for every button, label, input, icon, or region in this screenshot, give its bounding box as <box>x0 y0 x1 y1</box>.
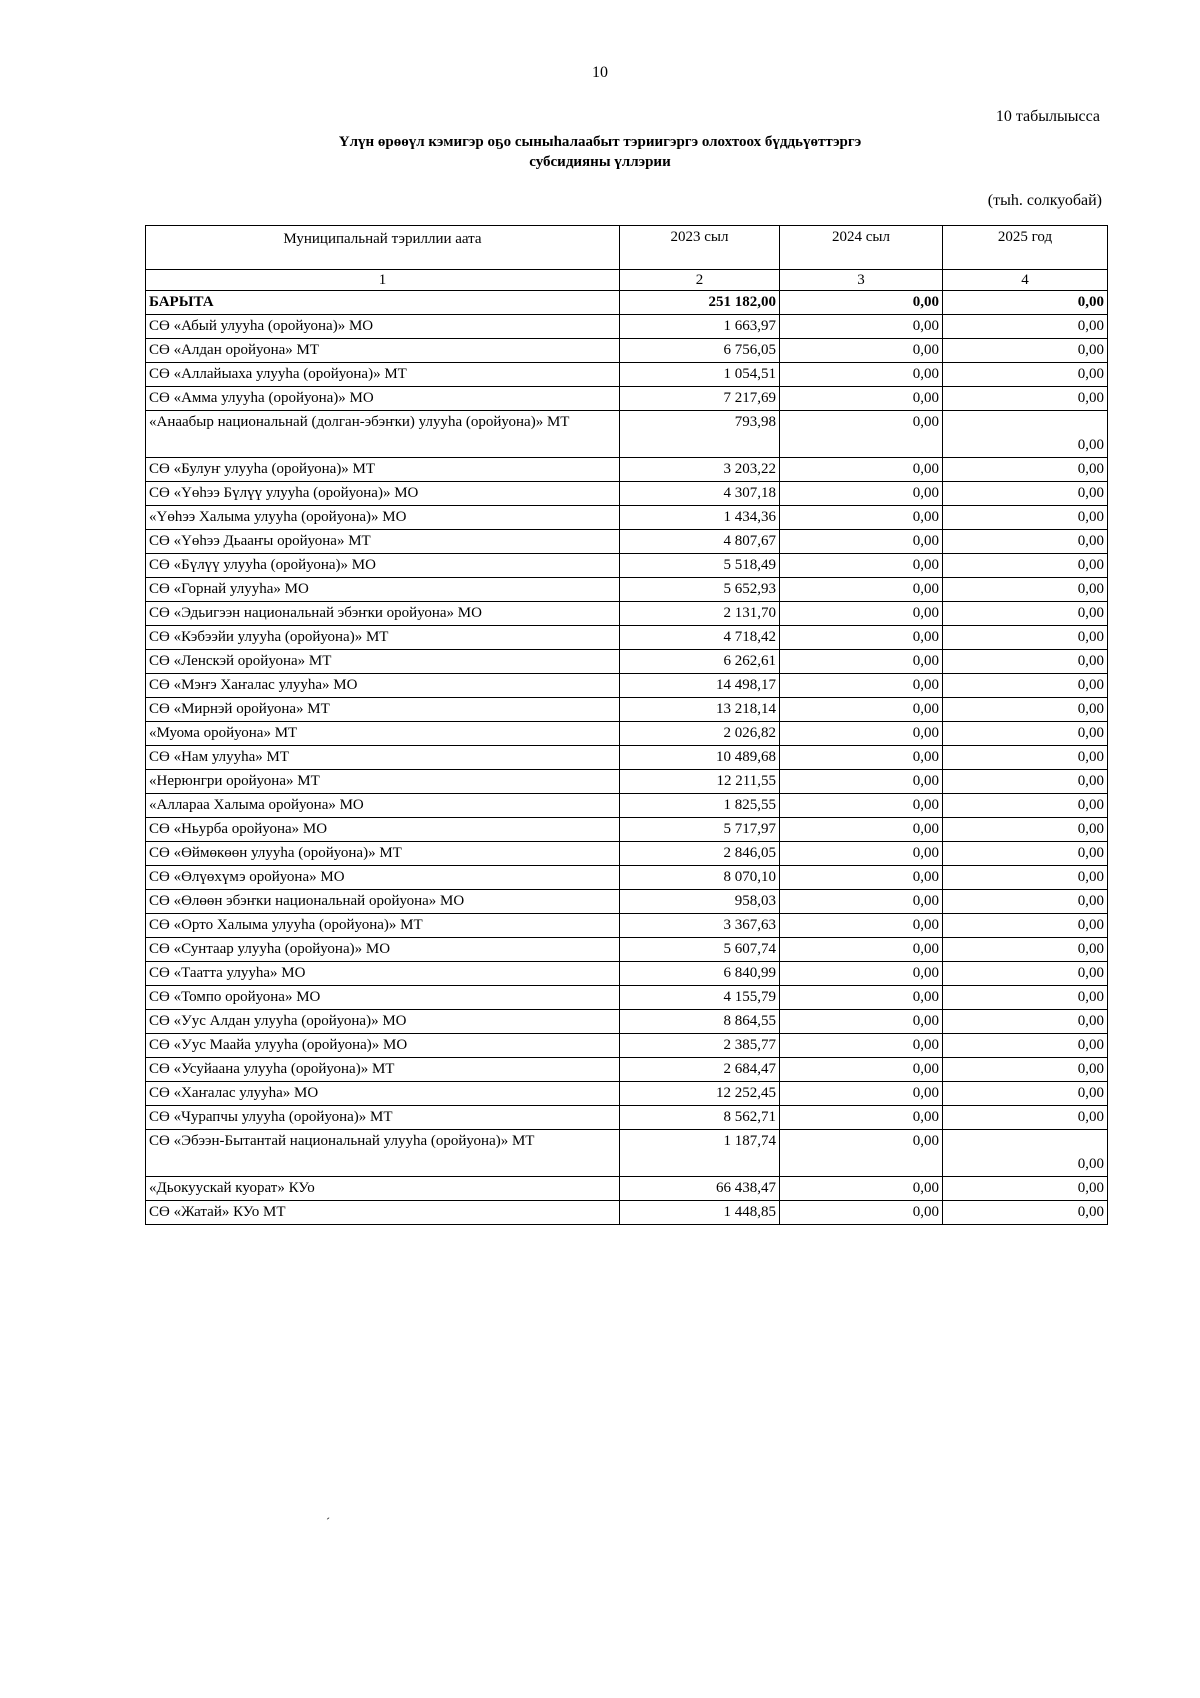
municipality-name: «Аллараа Халыма оройуона» МО <box>146 794 620 818</box>
column-number-row <box>146 270 1108 291</box>
value-2023: 6 756,05 <box>620 339 780 363</box>
value-2025: 0,00 <box>943 674 1108 698</box>
municipality-name: СӨ «Ленскэй оройуона» МТ <box>146 650 620 674</box>
value-2025: 0,00 <box>943 866 1108 890</box>
value-2024: 0,00 <box>780 866 943 890</box>
municipality-name: СӨ «Ньурба оройуона» МО <box>146 818 620 842</box>
value-2023: 8 070,10 <box>620 866 780 890</box>
value-2024: 0,00 <box>780 1177 943 1201</box>
value-2023: 2 026,82 <box>620 722 780 746</box>
value-2024: 0,00 <box>780 1130 943 1177</box>
municipality-name: СӨ «Кэбээйи улууһа (оройуона)» МТ <box>146 626 620 650</box>
value-2024: 0,00 <box>780 482 943 506</box>
value-2024: 0,00 <box>780 986 943 1010</box>
municipality-name: СӨ «Эдьигээн национальнай эбэҥки оройуона» МО <box>146 602 620 626</box>
value-2025: 0,00 <box>943 602 1108 626</box>
header-municipality: Муниципальнай тэриллии аата <box>146 226 620 270</box>
value-2025: 0,00 <box>943 458 1108 482</box>
value-2023: 5 652,93 <box>620 578 780 602</box>
municipality-name: «Муома оройуона» МТ <box>146 722 620 746</box>
table-row <box>146 842 1108 866</box>
value-2024: 0,00 <box>780 818 943 842</box>
table-row <box>146 482 1108 506</box>
value-2025: 0,00 <box>943 339 1108 363</box>
value-2025: 0,00 <box>943 962 1108 986</box>
value-2024: 0,00 <box>780 770 943 794</box>
value-2023: 5 607,74 <box>620 938 780 962</box>
table-row <box>146 986 1108 1010</box>
column-number: 1 <box>146 270 620 291</box>
municipality-name: СӨ «Орто Халыма улууһа (оройуона)» МТ <box>146 914 620 938</box>
value-2023: 14 498,17 <box>620 674 780 698</box>
value-2024: 0,00 <box>780 387 943 411</box>
document-title <box>250 132 950 172</box>
table-row <box>146 1010 1108 1034</box>
table-row <box>146 363 1108 387</box>
value-2023: 793,98 <box>620 411 780 458</box>
value-2024: 0,00 <box>780 363 943 387</box>
table-row <box>146 746 1108 770</box>
table-row <box>146 794 1108 818</box>
value-2024: 0,00 <box>780 578 943 602</box>
value-2025: 0,00 <box>943 1130 1108 1177</box>
table-row <box>146 1201 1108 1225</box>
value-2024: 0,00 <box>780 1010 943 1034</box>
municipality-name: СӨ «Чурапчы улууһа (оройуона)» МТ <box>146 1106 620 1130</box>
column-number: 4 <box>943 270 1108 291</box>
value-2023: 3 367,63 <box>620 914 780 938</box>
table-row <box>146 938 1108 962</box>
municipality-name: СӨ «Уус Маайа улууһа (оройуона)» МО <box>146 1034 620 1058</box>
value-2024: 0,00 <box>780 626 943 650</box>
total-2024: 0,00 <box>780 291 943 315</box>
table-row <box>146 1106 1108 1130</box>
municipality-name: СӨ «Мэҥэ Хаҥалас улууһа» МО <box>146 674 620 698</box>
value-2025: 0,00 <box>943 363 1108 387</box>
value-2024: 0,00 <box>780 962 943 986</box>
value-2023: 12 211,55 <box>620 770 780 794</box>
value-2024: 0,00 <box>780 554 943 578</box>
value-2024: 0,00 <box>780 746 943 770</box>
value-2023: 8 562,71 <box>620 1106 780 1130</box>
value-2025: 0,00 <box>943 1177 1108 1201</box>
value-2023: 66 438,47 <box>620 1177 780 1201</box>
table-row <box>146 914 1108 938</box>
municipality-name: СӨ «Абый улууһа (оройуона)» МО <box>146 315 620 339</box>
municipality-name: СӨ «Өлөөн эбэҥки национальнай оройуона» МО <box>146 890 620 914</box>
table-row <box>146 626 1108 650</box>
value-2024: 0,00 <box>780 722 943 746</box>
value-2023: 10 489,68 <box>620 746 780 770</box>
value-2025: 0,00 <box>943 1106 1108 1130</box>
table-row <box>146 1177 1108 1201</box>
value-2024: 0,00 <box>780 914 943 938</box>
value-2025: 0,00 <box>943 387 1108 411</box>
municipality-name: СӨ «Нам улууһа» МТ <box>146 746 620 770</box>
municipality-name: СӨ «Эбээн-Бытантай национальнай улууһа (оройуона)» МТ <box>146 1130 620 1177</box>
value-2024: 0,00 <box>780 315 943 339</box>
municipality-name: СӨ «Амма улууһа (оройуона)» МО <box>146 387 620 411</box>
table-row <box>146 818 1108 842</box>
value-2023: 4 718,42 <box>620 626 780 650</box>
value-2023: 2 846,05 <box>620 842 780 866</box>
value-2023: 8 864,55 <box>620 1010 780 1034</box>
value-2023: 2 684,47 <box>620 1058 780 1082</box>
value-2025: 0,00 <box>943 626 1108 650</box>
total-label: БАРЫТА <box>146 291 620 315</box>
municipality-name: СӨ «Бүлүү улууһа (оройуона)» МО <box>146 554 620 578</box>
header-2023: 2023 сыл <box>620 226 780 270</box>
value-2025: 0,00 <box>943 938 1108 962</box>
value-2025: 0,00 <box>943 986 1108 1010</box>
value-2025: 0,00 <box>943 818 1108 842</box>
value-2023: 4 807,67 <box>620 530 780 554</box>
value-2024: 0,00 <box>780 411 943 458</box>
table-row <box>146 722 1108 746</box>
table-row <box>146 650 1108 674</box>
municipality-name: СӨ «Булуҥ улууһа (оройуона)» МТ <box>146 458 620 482</box>
value-2024: 0,00 <box>780 1058 943 1082</box>
table-row <box>146 458 1108 482</box>
municipality-name: СӨ «Жатай» КУо МТ <box>146 1201 620 1225</box>
municipality-name: СӨ «Алдан оройуона» МТ <box>146 339 620 363</box>
value-2024: 0,00 <box>780 339 943 363</box>
value-2024: 0,00 <box>780 458 943 482</box>
value-2025: 0,00 <box>943 411 1108 458</box>
value-2024: 0,00 <box>780 1034 943 1058</box>
value-2023: 2 385,77 <box>620 1034 780 1058</box>
value-2023: 4 155,79 <box>620 986 780 1010</box>
table-row <box>146 698 1108 722</box>
value-2023: 6 262,61 <box>620 650 780 674</box>
municipality-name: СӨ «Усуйаана улууһа (оройуона)» МТ <box>146 1058 620 1082</box>
value-2024: 0,00 <box>780 698 943 722</box>
municipality-name: «Нерюнгри оройуона» МТ <box>146 770 620 794</box>
value-2023: 1 663,97 <box>620 315 780 339</box>
value-2025: 0,00 <box>943 914 1108 938</box>
value-2023: 2 131,70 <box>620 602 780 626</box>
municipality-name: «Дьокуускай куорат» КУо <box>146 1177 620 1201</box>
value-2025: 0,00 <box>943 1034 1108 1058</box>
total-2023: 251 182,00 <box>620 291 780 315</box>
municipality-name: СӨ «Өймөкөөн улууһа (оройуона)» МТ <box>146 842 620 866</box>
value-2024: 0,00 <box>780 650 943 674</box>
municipality-name: СӨ «Таатта улууһа» МО <box>146 962 620 986</box>
column-number: 2 <box>620 270 780 291</box>
table-row <box>146 770 1108 794</box>
header-2025: 2025 год <box>943 226 1108 270</box>
value-2024: 0,00 <box>780 1106 943 1130</box>
table-row <box>146 530 1108 554</box>
table-row <box>146 411 1108 458</box>
municipality-name: СӨ «Өлүөхүмэ оройуона» МО <box>146 866 620 890</box>
table-row <box>146 339 1108 363</box>
title-line-1: Үлүн өрөөүл кэмигэр оҕо сыныһалаабыт тэриигэргэ олохтоох бүддьүөттэргэ <box>338 134 862 150</box>
table-row <box>146 506 1108 530</box>
subsidy-table <box>145 225 1108 1225</box>
value-2025: 0,00 <box>943 1010 1108 1034</box>
units-label: (тыһ. солкуобай) <box>987 192 1102 209</box>
table-row <box>146 315 1108 339</box>
value-2023: 1 434,36 <box>620 506 780 530</box>
table-row <box>146 674 1108 698</box>
municipality-name: СӨ «Мирнэй оройуона» МТ <box>146 698 620 722</box>
value-2025: 0,00 <box>943 890 1108 914</box>
table-reference: 10 табылыысса <box>995 108 1100 125</box>
table-row <box>146 387 1108 411</box>
value-2023: 12 252,45 <box>620 1082 780 1106</box>
municipality-name: «Анаабыр национальнай (долган-эбэҥки) улууһа (оройуона)» МТ <box>146 411 620 458</box>
value-2024: 0,00 <box>780 938 943 962</box>
value-2025: 0,00 <box>943 770 1108 794</box>
value-2024: 0,00 <box>780 602 943 626</box>
municipality-name: СӨ «Уус Алдан улууһа (оройуона)» МО <box>146 1010 620 1034</box>
total-row <box>146 291 1108 315</box>
value-2024: 0,00 <box>780 1201 943 1225</box>
value-2024: 0,00 <box>780 674 943 698</box>
value-2025: 0,00 <box>943 746 1108 770</box>
table-row <box>146 962 1108 986</box>
value-2023: 7 217,69 <box>620 387 780 411</box>
value-2024: 0,00 <box>780 530 943 554</box>
municipality-name: СӨ «Сунтаар улууһа (оройуона)» МО <box>146 938 620 962</box>
table-row <box>146 602 1108 626</box>
value-2025: 0,00 <box>943 1058 1108 1082</box>
value-2025: 0,00 <box>943 482 1108 506</box>
value-2025: 0,00 <box>943 794 1108 818</box>
value-2025: 0,00 <box>943 506 1108 530</box>
municipality-name: СӨ «Хаҥалас улууһа» МО <box>146 1082 620 1106</box>
value-2023: 4 307,18 <box>620 482 780 506</box>
value-2025: 0,00 <box>943 650 1108 674</box>
value-2025: 0,00 <box>943 1082 1108 1106</box>
value-2025: 0,00 <box>943 842 1108 866</box>
table-row <box>146 890 1108 914</box>
value-2024: 0,00 <box>780 890 943 914</box>
value-2023: 1 825,55 <box>620 794 780 818</box>
value-2025: 0,00 <box>943 1201 1108 1225</box>
scan-mark: ˊ <box>326 1515 330 1529</box>
municipality-name: «Үөһээ Халыма улууһа (оройуона)» МО <box>146 506 620 530</box>
header-row <box>146 226 1108 270</box>
total-2025: 0,00 <box>943 291 1108 315</box>
value-2023: 1 448,85 <box>620 1201 780 1225</box>
municipality-name: СӨ «Үөһээ Бүлүү улууһа (оройуона)» МО <box>146 482 620 506</box>
table-row <box>146 578 1108 602</box>
value-2023: 13 218,14 <box>620 698 780 722</box>
table-row <box>146 1130 1108 1177</box>
table-row <box>146 554 1108 578</box>
page-number: 10 <box>592 64 608 81</box>
value-2024: 0,00 <box>780 1082 943 1106</box>
value-2023: 958,03 <box>620 890 780 914</box>
title-line-2: субсидияны үллэрии <box>529 154 671 170</box>
municipality-name: СӨ «Горнай улууһа» МО <box>146 578 620 602</box>
municipality-name: СӨ «Үөһээ Дьааҥы оройуона» МТ <box>146 530 620 554</box>
value-2024: 0,00 <box>780 842 943 866</box>
header-2024: 2024 сыл <box>780 226 943 270</box>
value-2023: 1 054,51 <box>620 363 780 387</box>
value-2024: 0,00 <box>780 506 943 530</box>
value-2023: 5 518,49 <box>620 554 780 578</box>
table-row <box>146 1082 1108 1106</box>
value-2023: 6 840,99 <box>620 962 780 986</box>
table-row <box>146 866 1108 890</box>
value-2023: 5 717,97 <box>620 818 780 842</box>
table-row <box>146 1058 1108 1082</box>
value-2023: 3 203,22 <box>620 458 780 482</box>
column-number: 3 <box>780 270 943 291</box>
value-2025: 0,00 <box>943 554 1108 578</box>
value-2025: 0,00 <box>943 530 1108 554</box>
value-2025: 0,00 <box>943 722 1108 746</box>
value-2025: 0,00 <box>943 698 1108 722</box>
municipality-name: СӨ «Томпо оройуона» МО <box>146 986 620 1010</box>
value-2023: 1 187,74 <box>620 1130 780 1177</box>
value-2025: 0,00 <box>943 315 1108 339</box>
value-2024: 0,00 <box>780 794 943 818</box>
table-row <box>146 1034 1108 1058</box>
value-2025: 0,00 <box>943 578 1108 602</box>
municipality-name: СӨ «Аллайыаха улууһа (оройуона)» МТ <box>146 363 620 387</box>
